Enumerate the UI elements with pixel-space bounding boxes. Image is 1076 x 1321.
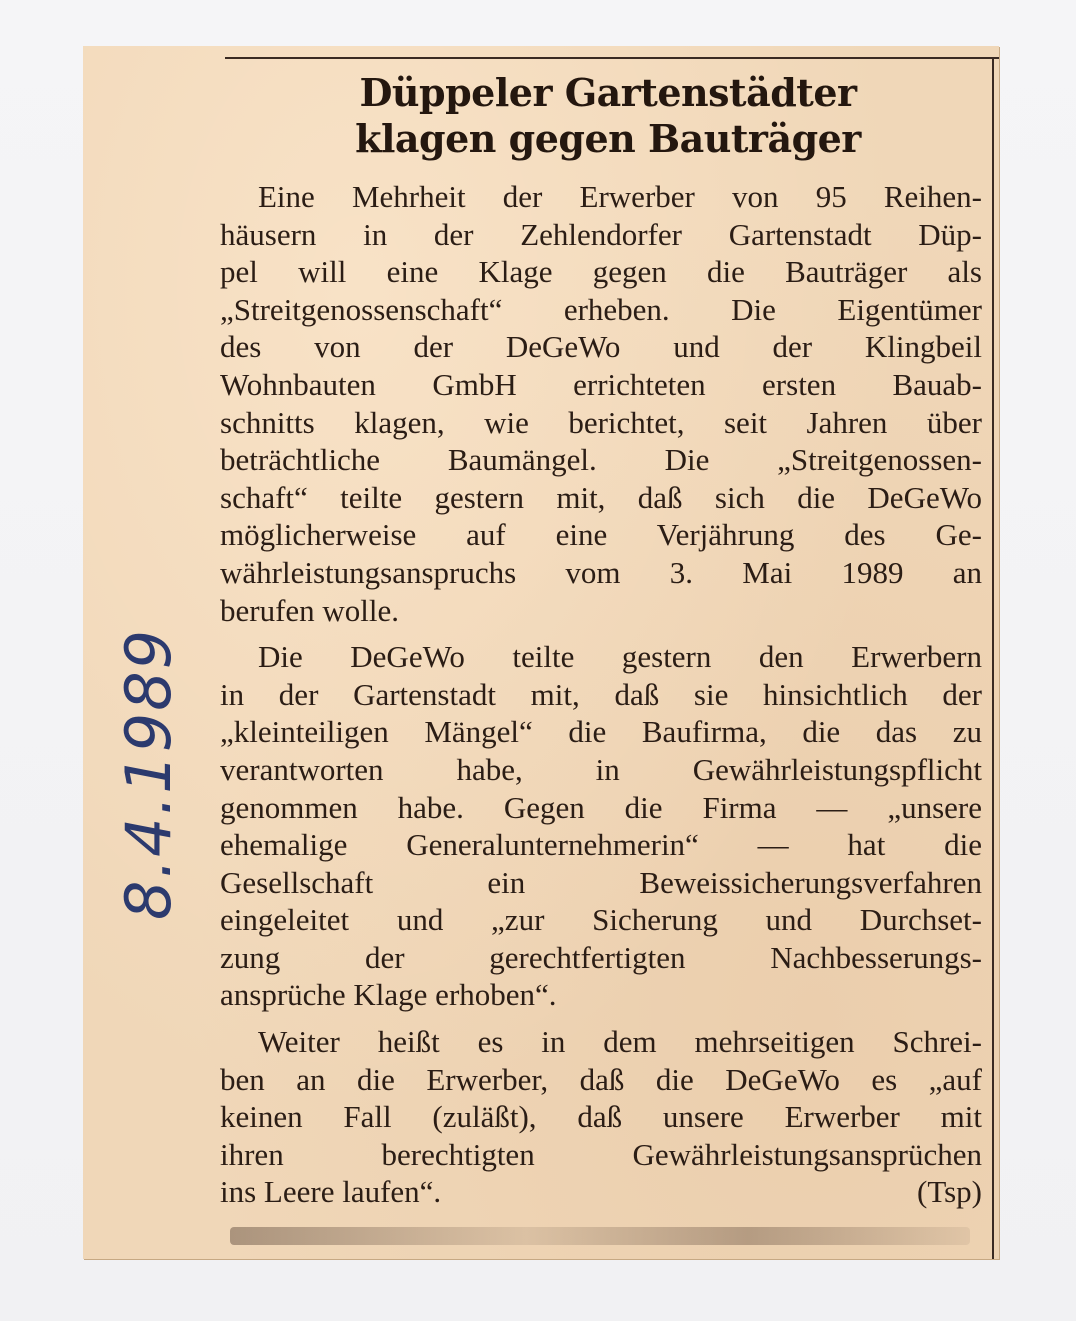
article-line: genommen habe. Gegen die Firma — „unsere (220, 789, 982, 825)
article-last-line (220, 1173, 982, 1211)
article-line: Eine Mehrheit der Erwerber von 95 Reihen- (258, 179, 982, 214)
article-headline (228, 70, 988, 162)
article-line: währleistungsanspruchs vom 3. Mai 1989 an (220, 554, 982, 590)
author-signature: (Tsp) (917, 1174, 982, 1210)
article-line: zung der gerechtfertigten Nachbesserungs- (220, 939, 982, 975)
headline-line: Düppeler Gartenstädter (359, 70, 857, 115)
article-line: eingeleitet und „zur Sicherung und Durchset- (220, 902, 982, 938)
article-line: möglicherweise auf eine Verjährung des Ge- (220, 517, 982, 553)
article-line: beträchtliche Baumängel. Die „Streitgenossen- (220, 442, 982, 478)
article-line: schnitts klagen, wie berichtet, seit Jahren über (220, 404, 982, 440)
article-line: ben an die Erwerber, daß die DeGeWo es „auf (220, 1061, 982, 1097)
column-rule-top (225, 57, 999, 59)
article-line: des von der DeGeWo und der Klingbeil (220, 329, 982, 365)
article-line: ehemalige Generalunternehmerin“ — hat die (220, 827, 982, 863)
article-line: pel will eine Klage gegen die Bauträger als (220, 254, 982, 290)
article-line: ansprüche Klage erhoben“. (220, 977, 557, 1013)
article-line: Wohnbauten GmbH errichteten ersten Bauab- (220, 366, 982, 402)
article-line: Die DeGeWo teilte gestern den Erwerbern (258, 639, 982, 675)
article-line: ins Leere laufen“. (220, 1174, 442, 1210)
article-line: „Streitgenossenschaft“ erheben. Die Eigentümer (220, 291, 982, 327)
article-line: „kleinteiligen Mängel“ die Baufirma, die das zu (220, 714, 982, 750)
paragraph-gap (220, 1014, 982, 1023)
article-body (220, 178, 982, 1211)
headline-line: klagen gegen Bauträger (355, 116, 861, 161)
article-line: häusern in der Zehlendorfer Gartenstadt Düp- (220, 216, 982, 252)
article-line: verantworten habe, in Gewährleistungspflicht (220, 751, 982, 787)
article-line: ihren berechtigten Gewährleistungsansprüchen (220, 1136, 982, 1172)
article-line: keinen Fall (zuläßt), daß unsere Erwerber mit (220, 1099, 982, 1135)
article-line: Gesellschaft ein Beweissicherungsverfahren (220, 864, 982, 900)
paragraph-gap (220, 629, 982, 638)
handwritten-date: 8.4.1989 (112, 627, 185, 920)
article-line: Weiter heißt es in dem mehrseitigen Schrei- (258, 1024, 982, 1060)
bleed-through-text (230, 1227, 970, 1245)
article-line: in der Gartenstadt mit, daß sie hinsichtlich der (220, 676, 982, 712)
column-rule-right (992, 57, 994, 1259)
article-line: schaft“ teilte gestern mit, daß sich die DeGeWo (220, 479, 982, 515)
article-line: berufen wolle. (220, 592, 400, 628)
